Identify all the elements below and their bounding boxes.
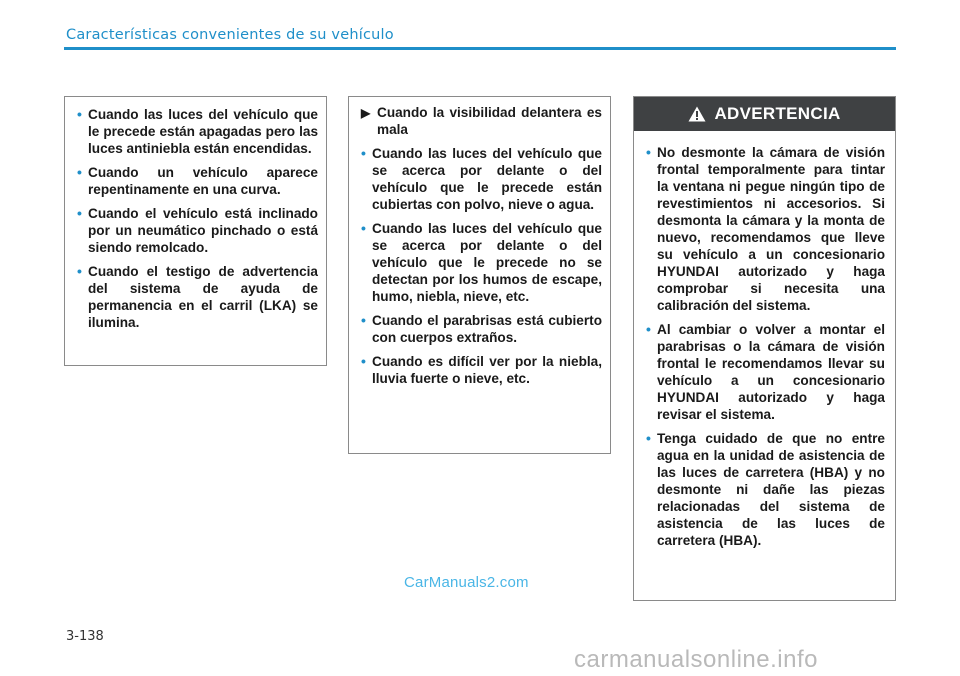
conditions-list-left: [77, 106, 318, 331]
warning-triangle-icon: [688, 106, 706, 122]
bullet-icon: •: [646, 144, 651, 160]
conditions-box-left: [64, 96, 327, 366]
bullet-icon: •: [646, 430, 651, 446]
title-rule: [64, 47, 896, 50]
list-item: • Cuando el parabrisas está cubierto con cuerpos extraños.: [361, 312, 602, 345]
section-title: Características convenientes de su vehículo: [66, 27, 394, 43]
bullet-icon: •: [77, 164, 82, 180]
list-item: • Cuando las luces del vehículo que se acerca por delante o del vehículo que le precede no se detectan por los humos de escape, humo, niebla, nieve, etc.: [361, 220, 602, 304]
bullet-icon: •: [646, 321, 651, 337]
list-item: • Cuando las luces del vehículo que le precede están apagadas pero las luces antiniebla están encendidas.: [77, 106, 318, 156]
warning-title: ADVERTENCIA: [714, 104, 841, 123]
list-item: • Cuando las luces del vehículo que se acerca por delante o del vehículo que le precede están cubiertas con polvo, nieve o agua.: [361, 145, 602, 212]
bullet-icon: •: [77, 263, 82, 279]
list-item: • Cuando un vehículo aparece repentinamente en una curva.: [77, 164, 318, 197]
watermark-link[interactable]: CarManuals2.com: [404, 574, 529, 591]
page-number: 3-138: [66, 629, 104, 644]
list-item: • Cuando el vehículo está inclinado por un neumático pinchado o está siendo remolcado.: [77, 205, 318, 255]
warning-body: [634, 131, 895, 549]
bullet-icon: •: [77, 106, 82, 122]
warning-header: [634, 97, 895, 131]
list-item: • Cuando es difícil ver por la niebla, lluvia fuerte o nieve, etc.: [361, 353, 602, 386]
triangle-right-icon: ▶: [361, 106, 371, 120]
conditions-box-middle: [348, 96, 611, 454]
list-item: • No desmonte la cámara de visión frontal temporalmente para tintar la ventana ni pegue ningún tipo de revestimientos ni accesorios. Si desmonta la cámara y la monta de nuevo, recomendamos que lleve su vehículo a un concesionario HYUNDAI autorizado y haga comprobar si necesita una calibración del sistema.: [646, 144, 885, 313]
warning-box: [633, 96, 896, 601]
bullet-icon: •: [361, 220, 366, 236]
list-item: • Al cambiar o volver a montar el parabrisas o la cámara de visión frontal le recomendamos llevar su vehículo a un concesionario HYUNDAI autorizado y haga revisar el sistema.: [646, 321, 885, 422]
list-item: • Tenga cuidado de que no entre agua en la unidad de asistencia de las luces de carretera (HBA) y no desmonte ni dañe las piezas relacionadas del sistema de asistencia de las luces de carretera (HBA).: [646, 430, 885, 548]
bullet-icon: •: [361, 145, 366, 161]
bullet-icon: •: [77, 205, 82, 221]
conditions-list-middle: [361, 145, 602, 387]
bullet-icon: •: [361, 353, 366, 369]
list-item: • Cuando el testigo de advertencia del sistema de ayuda de permanencia en el carril (LKA) se ilumina.: [77, 263, 318, 330]
warning-list: [646, 144, 885, 549]
visibility-subheading: ▶ Cuando la visibilidad delantera es mala: [361, 105, 602, 137]
footer-watermark: carmanualsonline.info: [574, 646, 818, 673]
bullet-icon: •: [361, 312, 366, 328]
